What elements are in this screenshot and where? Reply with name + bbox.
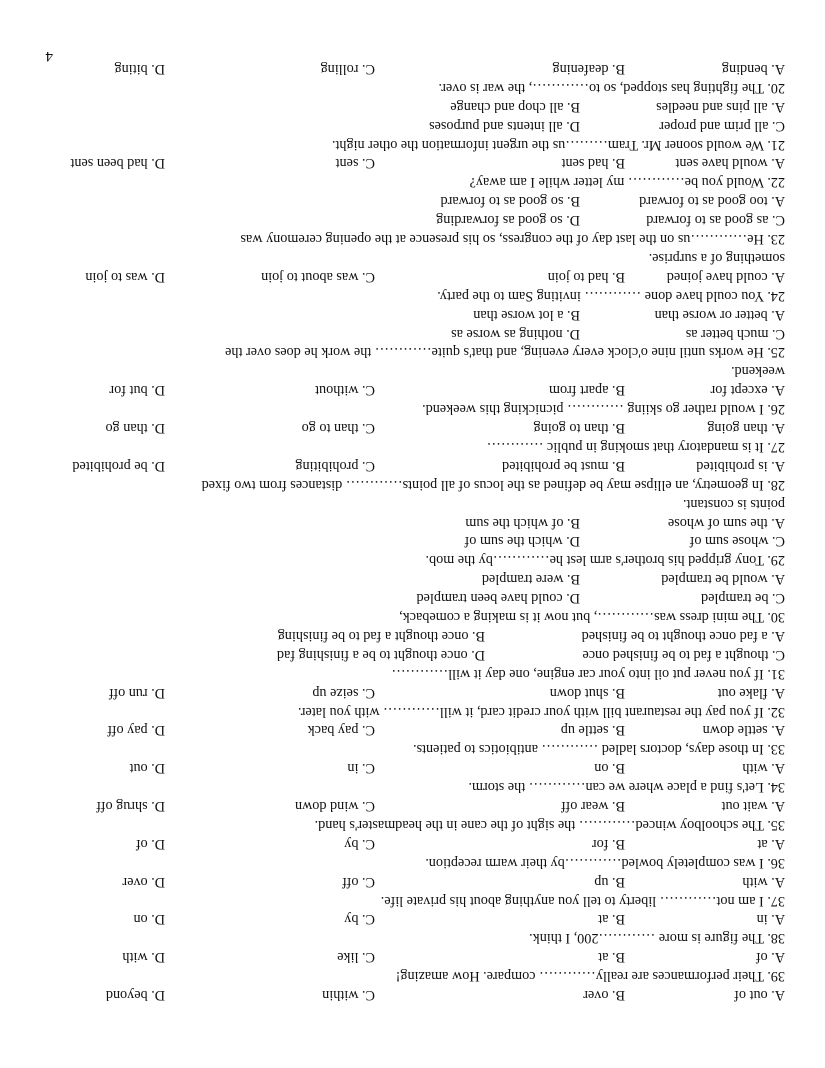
q34-option-d: D. shrug off: [96, 798, 165, 815]
q38-text: 38. The figure is more …………200, I think.: [529, 930, 785, 947]
q33-option-d: D. out: [129, 760, 165, 777]
q21-options: [45, 154, 785, 173]
q31-option-a: A. flake out: [717, 684, 785, 701]
q36-option-c: C. off: [342, 873, 375, 890]
q30-text: 30. The mini dress was…………, but now it is making a comeback,: [399, 609, 785, 626]
q38-option-d: D. with: [122, 949, 165, 966]
q36-options: [45, 872, 785, 891]
q33-option-a: A. with: [742, 760, 785, 777]
q30-option-c: C. thought a fad to be finished once: [582, 646, 785, 663]
q24-options-row2: [45, 324, 785, 343]
q29-options-row1: [45, 569, 785, 588]
q31-option-d: D. run off: [108, 684, 165, 701]
q30-option-d: D. once thought to be a finishing fad: [276, 646, 485, 663]
q28-text: 28. In geometry, an ellipse may be defined as the locus of all points………… distances from two fixed: [201, 476, 785, 493]
q20-text: 20. The fighting has stopped, so to…………, the war is over.: [438, 79, 785, 96]
q19-option-d: D. biting: [114, 61, 165, 77]
q30-options-row2: [45, 645, 785, 664]
q27-text: 27. It is mandatory that smoking in public …………: [486, 438, 785, 455]
q25-text-cont: weekend.: [731, 363, 785, 380]
q26-text: 26. I would rather go skiing ………… picnicking this weekend.: [422, 401, 785, 418]
q28-option-c: C. whose sum of: [689, 533, 785, 550]
q20-option-a: A. all pins and needles: [656, 98, 785, 115]
q36-text: 36. I was completely bowled…………by their warm reception.: [425, 854, 785, 871]
q19-option-a: A. bending: [721, 61, 785, 77]
q27-options: [45, 456, 785, 475]
q37-text: 37. I am not………… liberty to tell you anything about his private life.: [380, 892, 785, 909]
q35-text: 35. The schoolboy winced………… the sight of the cane in the headmaster's hand.: [314, 816, 785, 833]
q20-option-d: D. all intents and purposes: [429, 117, 580, 134]
q24-option-c: C. much better as: [685, 325, 785, 342]
q19-options: [45, 59, 785, 78]
q31-option-c: C. seize up: [312, 684, 375, 701]
q25-text: 25. He works until nine o'clock every evening, and that's quite………… the work he does over the: [225, 344, 785, 361]
q22-option-b: B. so good as to forward: [440, 193, 580, 210]
q26-option-a: A. than going: [707, 420, 785, 437]
q31-option-b: B. shut down: [549, 684, 625, 701]
q22-options-row1: [45, 191, 785, 210]
q30-options-row1: [45, 626, 785, 645]
q24-option-a: A. better or worse than: [654, 306, 785, 323]
q30-option-b: B. once thought a fad to be finishing: [277, 627, 485, 644]
q35-option-a: A. at: [757, 835, 785, 852]
q34-options: [45, 796, 785, 815]
q21-option-d: D. had been sent: [70, 155, 165, 172]
q28-options-row1: [45, 513, 785, 532]
q21-text: 21. We would sooner Mr. Tram………us the urgent information the other night.: [331, 136, 785, 153]
q30-option-a: A. a fad once thought to be finished: [581, 627, 785, 644]
q22-option-d: D. so good as forwarding: [436, 212, 580, 229]
q36-option-a: A. with: [742, 873, 785, 890]
q39-option-a: A. out of: [734, 987, 785, 1003]
q34-option-a: A. wait out: [721, 798, 785, 815]
page-number: 4: [45, 48, 53, 64]
q27-option-a: A. is prohibited: [696, 457, 785, 474]
q23-option-c: C. was about to join: [261, 268, 375, 285]
q28-option-a: A. the sum of whose: [667, 514, 785, 531]
q32-option-d: D. pay off: [107, 722, 165, 739]
q35-option-b: B. for: [591, 835, 625, 852]
q38-option-c: C. like: [337, 949, 375, 966]
q22-option-a: A. too good as to forward: [639, 193, 785, 210]
q29-option-a: A. would be trampled: [661, 571, 785, 588]
q25-option-b: B. apart from: [548, 382, 625, 399]
q31-text: 31. If you never put oil into your car engine, one day it will…………: [391, 665, 785, 682]
q36-option-d: D. over: [122, 873, 165, 890]
q24-option-b: B. a lot worse than: [473, 306, 580, 323]
q27-option-b: B. must be prohibited: [502, 457, 625, 474]
q26-option-d: D. than go: [105, 420, 165, 437]
q33-option-c: C. in: [347, 760, 375, 777]
q36-option-b: B. up: [594, 873, 625, 890]
q25-option-a: A. except for: [710, 382, 785, 399]
q34-option-b: B. wear off: [561, 798, 625, 815]
q39-option-b: B. over: [583, 987, 625, 1003]
q25-options: [45, 380, 785, 399]
q29-options-row2: [45, 588, 785, 607]
q38-options: [45, 947, 785, 966]
q29-option-b: B. were trampled: [481, 571, 580, 588]
q34-option-c: C. wind down: [294, 798, 375, 815]
q32-option-a: A. settle down: [702, 722, 785, 739]
q24-text: 24. You could have done ………… inviting Sam to the party.: [437, 287, 785, 304]
q37-option-c: C. by: [344, 911, 375, 928]
q25-option-d: D. but for: [109, 382, 165, 399]
q32-options: [45, 721, 785, 740]
q35-option-d: D. of: [135, 835, 165, 852]
q29-text: 29. Tony gripped his brother's arm lest he…………by the mob.: [425, 552, 785, 569]
q25-option-c: C. without: [315, 382, 375, 399]
q39-option-d: D. beyond: [105, 987, 165, 1003]
q20-option-c: C. all prim and proper: [659, 117, 785, 134]
q32-option-c: C. pay back: [307, 722, 375, 739]
q33-text: 33. In those days, doctors ladled ………… antibiotics to patients.: [413, 741, 785, 758]
q37-option-d: D. on: [133, 911, 165, 928]
q35-option-c: C. by: [344, 835, 375, 852]
q23-option-a: A. could have joined: [666, 268, 785, 285]
q28-options-row2: [45, 532, 785, 551]
q32-text: 32. If you pay the restaurant bill with your credit card, it will………… with you later.: [298, 703, 785, 720]
q26-option-c: C. than to go: [301, 420, 375, 437]
q19-option-c: C. rolling: [320, 61, 375, 77]
q22-text: 22. Would you be………… my letter while I am away?: [469, 174, 785, 191]
q22-options-row2: [45, 210, 785, 229]
q21-option-b: B. had sent: [561, 155, 625, 172]
q24-options-row1: [45, 305, 785, 324]
q26-options: [45, 418, 785, 437]
q37-options: [45, 910, 785, 929]
q20-options-row1: [45, 97, 785, 116]
q19-option-b: B. deafening: [552, 61, 625, 77]
q32-option-b: B. settle up: [560, 722, 625, 739]
q39-option-c: C. within: [322, 987, 375, 1003]
q21-option-a: A. would have sent: [675, 155, 785, 172]
q21-option-c: C. sent: [335, 155, 375, 172]
q23-option-d: D. was to join: [85, 268, 165, 285]
q33-options: [45, 758, 785, 777]
q28-option-d: D. which the sum of: [464, 533, 580, 550]
q23-options: [45, 267, 785, 286]
q26-option-b: B. than to going: [533, 420, 625, 437]
exam-questions: [45, 59, 785, 1004]
q23-option-b: B. had to join: [547, 268, 625, 285]
q33-option-b: B. on: [594, 760, 625, 777]
q23-text-cont: something of a surprise.: [648, 249, 785, 266]
q39-options: [45, 985, 785, 1004]
q20-option-b: B. all chop and change: [450, 98, 580, 115]
q37-option-a: A. in: [756, 911, 785, 928]
q28-option-b: B. of which the sum: [465, 514, 580, 531]
q24-option-d: D. nothing as worse as: [451, 325, 580, 342]
q38-option-a: A. of: [755, 949, 785, 966]
q20-options-row2: [45, 116, 785, 135]
q37-option-b: B. at: [598, 911, 625, 928]
q28-text-cont: points is constant.: [682, 495, 785, 512]
q35-options: [45, 834, 785, 853]
q38-option-b: B. at: [598, 949, 625, 966]
q29-option-d: D. could have been trampled: [416, 590, 580, 607]
q23-text: 23. He…………us on the last day of the congress, so his presence at the opening ceremony was: [240, 231, 785, 248]
q27-option-d: D. be prohibited: [72, 457, 165, 474]
q34-text: 34. Let's find a place where we can………… the storm.: [468, 779, 785, 796]
q27-option-c: C. prohibiting: [295, 457, 375, 474]
q22-option-c: C. as good as to forward: [646, 212, 785, 229]
q39-text: 39. Their performances are really………… compare. How amazing!: [395, 968, 785, 985]
q31-options: [45, 683, 785, 702]
q29-option-c: C. be trampled: [701, 590, 785, 607]
